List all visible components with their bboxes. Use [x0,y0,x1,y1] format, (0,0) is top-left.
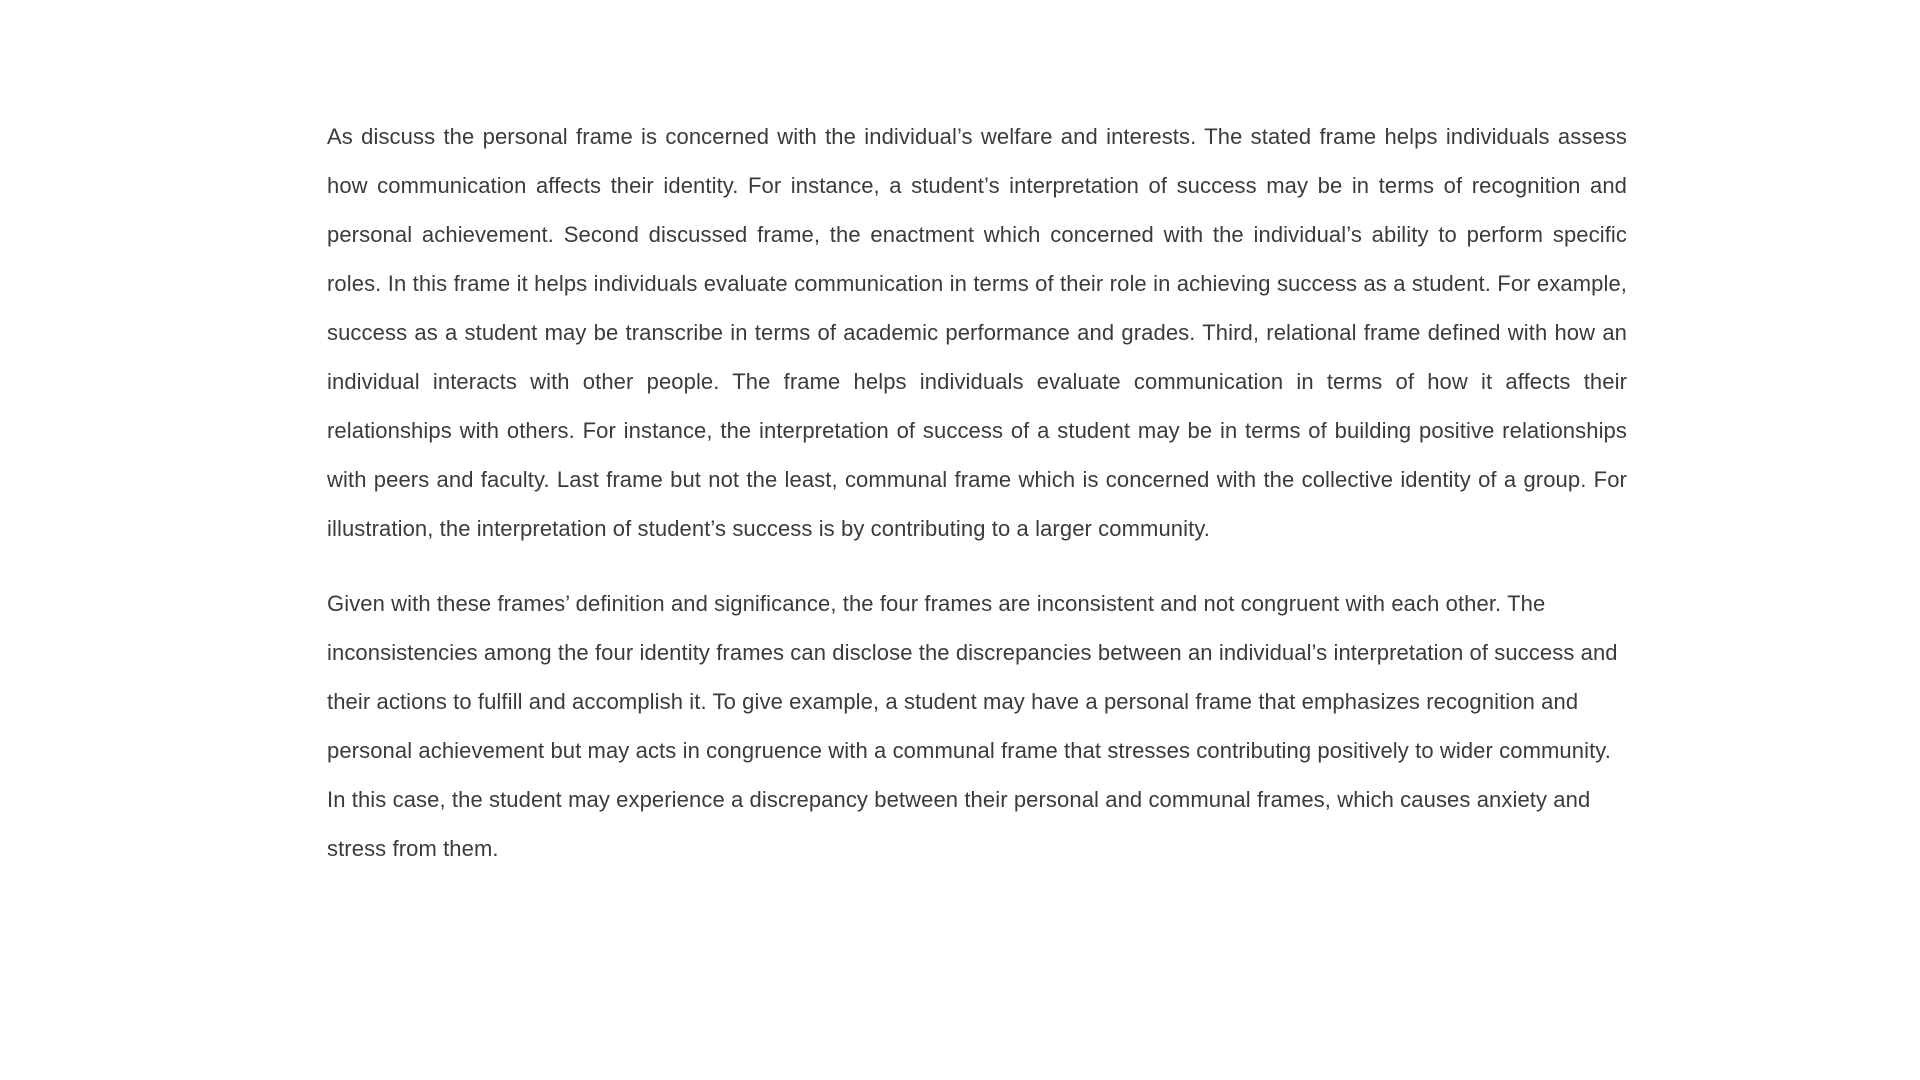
document-text-block [327,112,1627,873]
paragraph-frame-inconsistencies: Given with these frames’ definition and significance, the four frames are inconsistent and not congruent with each other. The inconsistencies among the four identity frames can disclose the discrepancies between an individual’s interpretation of success and their actions to fulfill and accomplish it. To give example, a student may have a personal frame that emphasizes recognition and personal achievement but may acts in congruence with a communal frame that stresses contributing positively to wider community. In this case, the student may experience a discrepancy between their personal and communal frames, which causes anxiety and stress from them. [327,591,1618,861]
paragraph-identity-frames: As discuss the personal frame is concerned with the individual’s welfare and interests. The stated frame helps individuals assess how communication affects their identity. For instance, a student’s interpretation of success may be in terms of recognition and personal achievement. Second discussed frame, the enactment which concerned with the individual’s ability to perform specific roles. In this frame it helps individuals evaluate communication in terms of their role in achieving success as a student. For example, success as a student may be transcribe in terms of academic performance and grades. Third, relational frame defined with how an individual interacts with other people. The frame helps individuals evaluate communication in terms of how it affects their relationships with others. For instance, the interpretation of success of a student may be in terms of building positive relationships with peers and faculty. Last frame but not the least, communal frame which is concerned with the collective identity of a group. For illustration, the interpretation of student’s success is by contributing to a larger community. [327,124,1627,541]
